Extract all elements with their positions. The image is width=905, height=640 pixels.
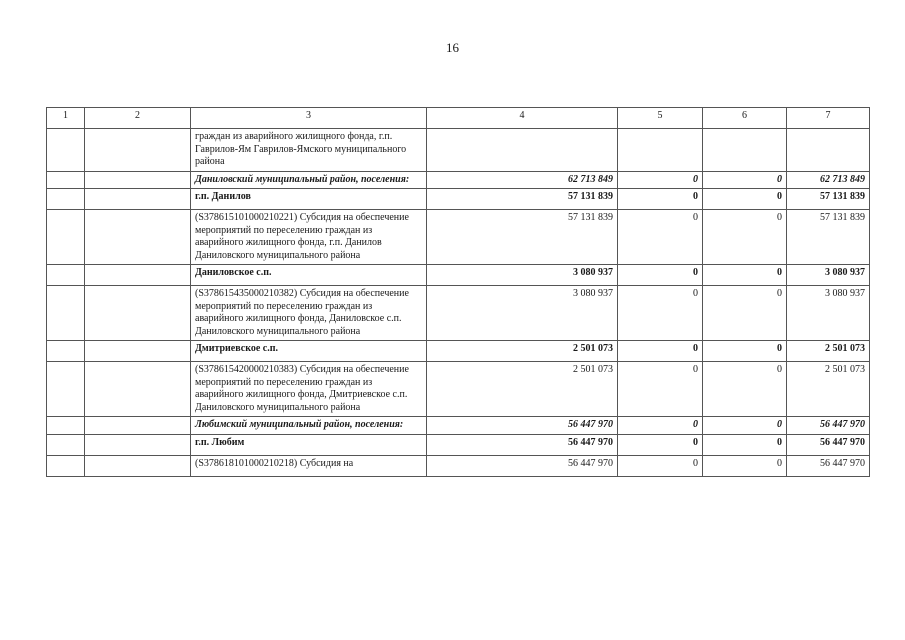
- empty-cell: [85, 129, 191, 172]
- empty-cell: [47, 189, 85, 210]
- row-name: г.п. Данилов: [191, 189, 427, 210]
- row-name: Даниловский муниципальный район, поселения:: [191, 171, 427, 189]
- row-col7: 56 447 970: [787, 455, 870, 476]
- empty-cell: [47, 341, 85, 362]
- table-row: [47, 210, 870, 265]
- row-col6: 0: [703, 417, 787, 435]
- row-col7: 56 447 970: [787, 434, 870, 455]
- empty-cell: [85, 189, 191, 210]
- table-row: [47, 171, 870, 189]
- row-col6: 0: [703, 189, 787, 210]
- row-col4: 2 501 073: [427, 341, 618, 362]
- page-number: 16: [446, 40, 459, 55]
- row-col5: 0: [618, 265, 703, 286]
- row-col4: 56 447 970: [427, 455, 618, 476]
- row-col7: 57 131 839: [787, 210, 870, 265]
- row-col6: 0: [703, 210, 787, 265]
- row-name: (S378618101000210218) Субсидия на: [191, 455, 427, 476]
- row-col6: 0: [703, 341, 787, 362]
- table-row: [47, 286, 870, 341]
- row-col4: 62 713 849: [427, 171, 618, 189]
- empty-cell: [47, 171, 85, 189]
- row-col5: 0: [618, 362, 703, 417]
- empty-cell: [47, 434, 85, 455]
- table-row: [47, 265, 870, 286]
- empty-cell: [47, 265, 85, 286]
- table-row: [47, 189, 870, 210]
- row-col7: 2 501 073: [787, 362, 870, 417]
- table-row: [47, 341, 870, 362]
- row-col4: 57 131 839: [427, 210, 618, 265]
- column-header-1: 1: [47, 108, 85, 129]
- empty-cell: [85, 171, 191, 189]
- column-header-6: 6: [703, 108, 787, 129]
- empty-cell: [85, 265, 191, 286]
- row-col5: 0: [618, 210, 703, 265]
- row-col7: 56 447 970: [787, 417, 870, 435]
- row-col7: 3 080 937: [787, 265, 870, 286]
- row-name: г.п. Любим: [191, 434, 427, 455]
- row-name: Даниловское с.п.: [191, 265, 427, 286]
- row-col4: 2 501 073: [427, 362, 618, 417]
- column-header-3: 3: [191, 108, 427, 129]
- row-col7: 3 080 937: [787, 286, 870, 341]
- row-name: (S378615101000210221) Субсидия на обеспечение мероприятий по переселению граждан из аварийного жилищного фонда, г.п. Данилов Даниловского муниципального района: [191, 210, 427, 265]
- row-col5: 0: [618, 189, 703, 210]
- table-row: [47, 129, 870, 172]
- row-col6: 0: [703, 455, 787, 476]
- empty-cell: [85, 341, 191, 362]
- row-name: (S378615435000210382) Субсидия на обеспечение мероприятий по переселению граждан из аварийного жилищного фонда, Даниловское с.п. Даниловского муниципального района: [191, 286, 427, 341]
- column-header-7: 7: [787, 108, 870, 129]
- row-col5: 0: [618, 286, 703, 341]
- row-col4: 57 131 839: [427, 189, 618, 210]
- empty-cell: [85, 362, 191, 417]
- column-number-row: [47, 108, 870, 129]
- column-header-4: 4: [427, 108, 618, 129]
- empty-cell: [47, 210, 85, 265]
- table-row: [47, 455, 870, 476]
- row-col5: 0: [618, 434, 703, 455]
- empty-cell: [85, 455, 191, 476]
- row-col6: 0: [703, 286, 787, 341]
- row-col5: 0: [618, 417, 703, 435]
- row-col7: 62 713 849: [787, 171, 870, 189]
- row-col7: 2 501 073: [787, 341, 870, 362]
- row-name: (S378615420000210383) Субсидия на обеспечение мероприятий по переселению граждан из аварийного жилищного фонда, Дмитриевское с.п. Даниловского муниципального района: [191, 362, 427, 417]
- empty-cell: [47, 286, 85, 341]
- row-col6: [703, 129, 787, 172]
- row-col6: 0: [703, 265, 787, 286]
- row-col4: [427, 129, 618, 172]
- empty-cell: [47, 129, 85, 172]
- row-name: Дмитриевское с.п.: [191, 341, 427, 362]
- row-col6: 0: [703, 362, 787, 417]
- empty-cell: [47, 362, 85, 417]
- row-name: граждан из аварийного жилищного фонда, г.п. Гаврилов-Ям Гаврилов-Ямского муниципального района: [191, 129, 427, 172]
- row-col4: 3 080 937: [427, 265, 618, 286]
- empty-cell: [85, 210, 191, 265]
- table-row: [47, 434, 870, 455]
- table-row: [47, 417, 870, 435]
- row-col7: 57 131 839: [787, 189, 870, 210]
- row-col5: 0: [618, 341, 703, 362]
- empty-cell: [85, 286, 191, 341]
- row-col4: 3 080 937: [427, 286, 618, 341]
- row-col4: 56 447 970: [427, 434, 618, 455]
- row-name: Любимский муниципальный район, поселения:: [191, 417, 427, 435]
- column-header-5: 5: [618, 108, 703, 129]
- row-col5: 0: [618, 171, 703, 189]
- column-header-2: 2: [85, 108, 191, 129]
- row-col5: [618, 129, 703, 172]
- budget-table: [46, 107, 870, 477]
- row-col5: 0: [618, 455, 703, 476]
- row-col4: 56 447 970: [427, 417, 618, 435]
- row-col7: [787, 129, 870, 172]
- empty-cell: [47, 455, 85, 476]
- empty-cell: [85, 434, 191, 455]
- table-row: [47, 362, 870, 417]
- empty-cell: [47, 417, 85, 435]
- row-col6: 0: [703, 171, 787, 189]
- empty-cell: [85, 417, 191, 435]
- row-col6: 0: [703, 434, 787, 455]
